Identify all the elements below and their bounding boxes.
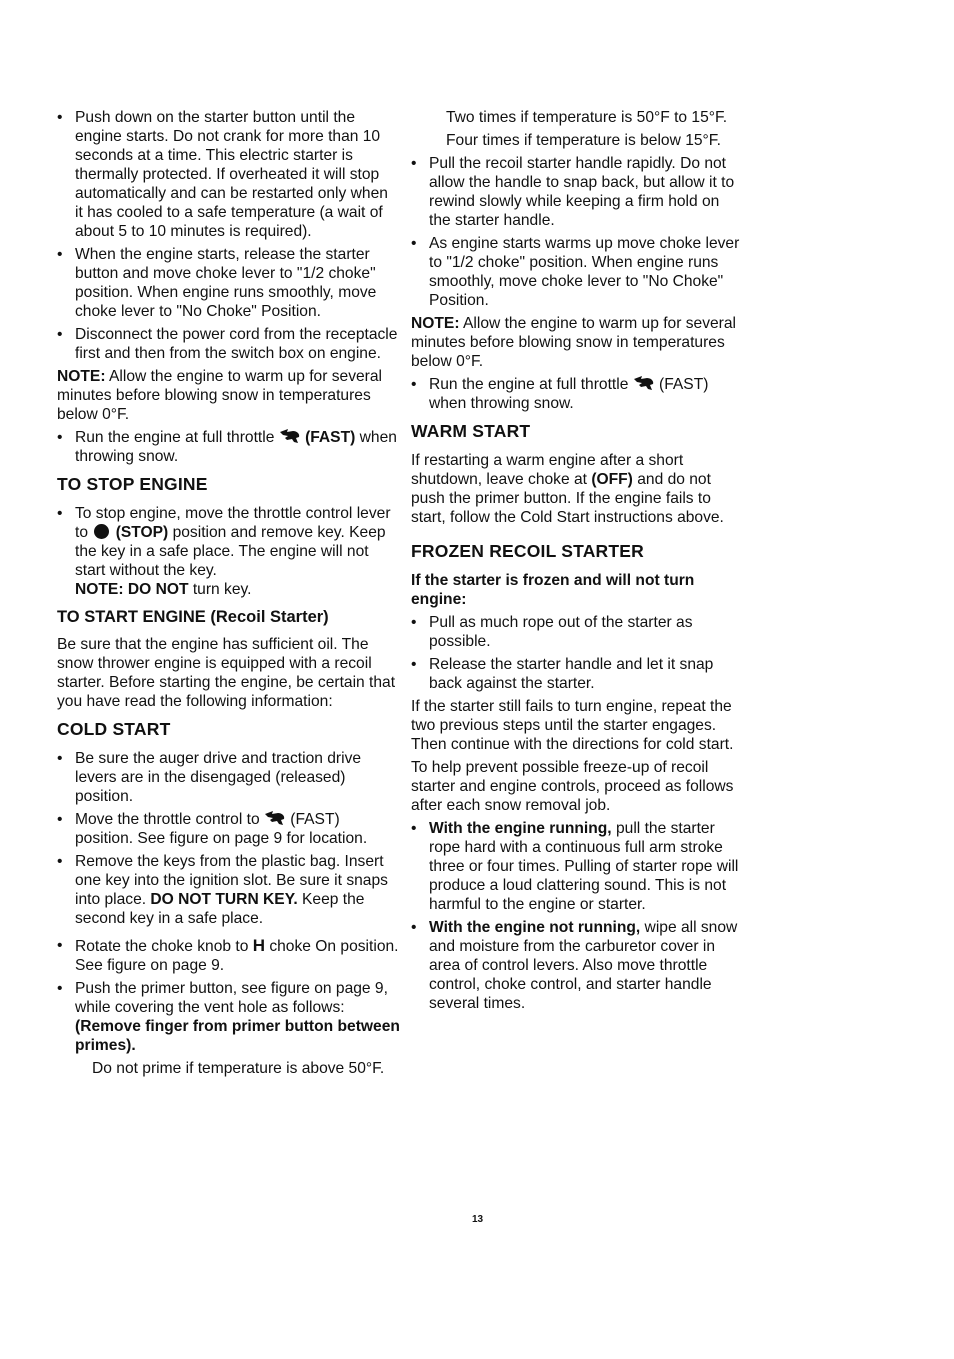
list-item: • Run the engine at full throttle (FAST) when throwing snow. xyxy=(57,428,400,466)
section-title-recoil-start: TO START ENGINE (Recoil Starter) xyxy=(57,608,329,626)
throttle-step xyxy=(411,375,745,413)
list-item: • Push the primer button, see figure on page 9, while covering the vent hole as follows: (Remove finger from primer button between primes). xyxy=(57,979,400,1055)
throttle-step xyxy=(57,428,400,466)
frozen-steps xyxy=(411,613,745,693)
recoil-intro: Be sure that the engine has sufficient oil. The snow thrower engine is equipped with a recoil starter. Before starting the engine, be certain that you have read the following information: xyxy=(57,636,396,710)
prime-instruction: Do not prime if temperature is above 50°F. xyxy=(92,1060,385,1077)
list-item: • To stop engine, move the throttle control lever to (STOP) position and remove key. Keep the key in a safe place. The engine will not start without the key. NOTE: DO NOT turn key. xyxy=(57,504,400,599)
list-item: • Run the engine at full throttle (FAST) when throwing snow. xyxy=(411,375,745,413)
stop-steps xyxy=(57,504,400,599)
cold-start-steps xyxy=(57,749,400,1055)
frozen-subheading: If the starter is frozen and will not turn engine: xyxy=(411,572,695,608)
note: NOTE: Allow the engine to warm up for several minutes before blowing snow in temperatures below 0°F. xyxy=(411,315,737,370)
list-item: • Release the starter handle and let it snap back against the starter. xyxy=(411,655,745,693)
recoil-steps xyxy=(411,154,745,310)
note: NOTE: Allow the engine to warm up for several minutes before blowing snow in temperatures below 0°F. xyxy=(57,368,383,423)
freeze-prevention-steps xyxy=(411,819,745,1013)
list-item: • As engine starts warms up move choke lever to "1/2 choke" position. When engine runs smoothly, move choke lever to "No Choke" Position. xyxy=(411,234,745,310)
list-item: • Push down on the starter button until the engine starts. Do not crank for more than 10 seconds at a time. This electric starter is thermally protected. If overheated it will stop automatically and can be restarted only when it has cooled to a safe temperature (a wait of about 5 to 10 minutes is required). xyxy=(57,108,400,241)
list-item: • Pull as much rope out of the starter as possible. xyxy=(411,613,745,651)
list-item: • Be sure the auger drive and traction drive levers are in the disengaged (released) position. xyxy=(57,749,400,806)
electric-start-steps xyxy=(57,108,400,363)
frozen-paragraph: To help prevent possible freeze-up of recoil starter and engine controls, proceed as follows after each snow removal job. xyxy=(411,759,734,814)
frozen-paragraph: If the starter still fails to turn engine, repeat the two previous steps until the starter engages. Then continue with the directions for cold start. xyxy=(411,698,734,753)
section-title-stop-engine: TO STOP ENGINE xyxy=(57,474,208,494)
list-item: • Rotate the choke knob to H choke On position. See figure on page 9. xyxy=(57,936,400,975)
section-title-cold-start: COLD START xyxy=(57,719,171,739)
rabbit-fast-icon xyxy=(264,810,286,826)
list-item: • When the engine starts, release the starter button and move choke lever to "1/2 choke" position. When engine runs smoothly, move choke lever to "No Choke" Position. xyxy=(57,245,400,321)
warm-start-text: If restarting a warm engine after a short shutdown, leave choke at (OFF) and do not push the primer button. If the engine fails to start, follow the Cold Start instructions above. xyxy=(411,452,724,526)
list-item: • With the engine running, pull the starter rope hard with a continuous full arm stroke three or four times. Pulling of starter rope will produce a loud clattering sound. This is not harmful to the engine or starter. xyxy=(411,819,745,914)
stop-icon xyxy=(94,524,109,539)
left-column xyxy=(57,108,400,1082)
rabbit-fast-icon xyxy=(279,428,301,444)
list-item: • Disconnect the power cord from the receptacle first and then from the switch box on engine. xyxy=(57,325,400,363)
section-title-frozen-recoil: FROZEN RECOIL STARTER xyxy=(411,541,644,561)
list-item: • Remove the keys from the plastic bag. Insert one key into the ignition slot. Be sure it snaps into place. DO NOT TURN KEY. Keep the second key in a safe place. xyxy=(57,852,400,928)
rabbit-fast-icon xyxy=(633,375,655,391)
list-item: • Move the throttle control to (FAST) position. See figure on page 9 for location. xyxy=(57,810,400,848)
right-column xyxy=(411,108,745,1017)
choke-on-icon: H xyxy=(252,936,265,955)
prime-instruction: Two times if temperature is 50°F to 15°F. xyxy=(446,109,728,126)
page-number: 13 xyxy=(472,1214,484,1225)
list-item: • Pull the recoil starter handle rapidly. Do not allow the handle to snap back, but allow it to rewind slowly while keeping a firm hold on the starter handle. xyxy=(411,154,745,230)
prime-instruction: Four times if temperature is below 15°F. xyxy=(446,132,721,149)
list-item: • With the engine not running, wipe all snow and moisture from the carburetor cover in area of control levers. Also move throttle control, choke control, and starter handle several times. xyxy=(411,918,745,1013)
section-title-warm-start: WARM START xyxy=(411,421,531,441)
